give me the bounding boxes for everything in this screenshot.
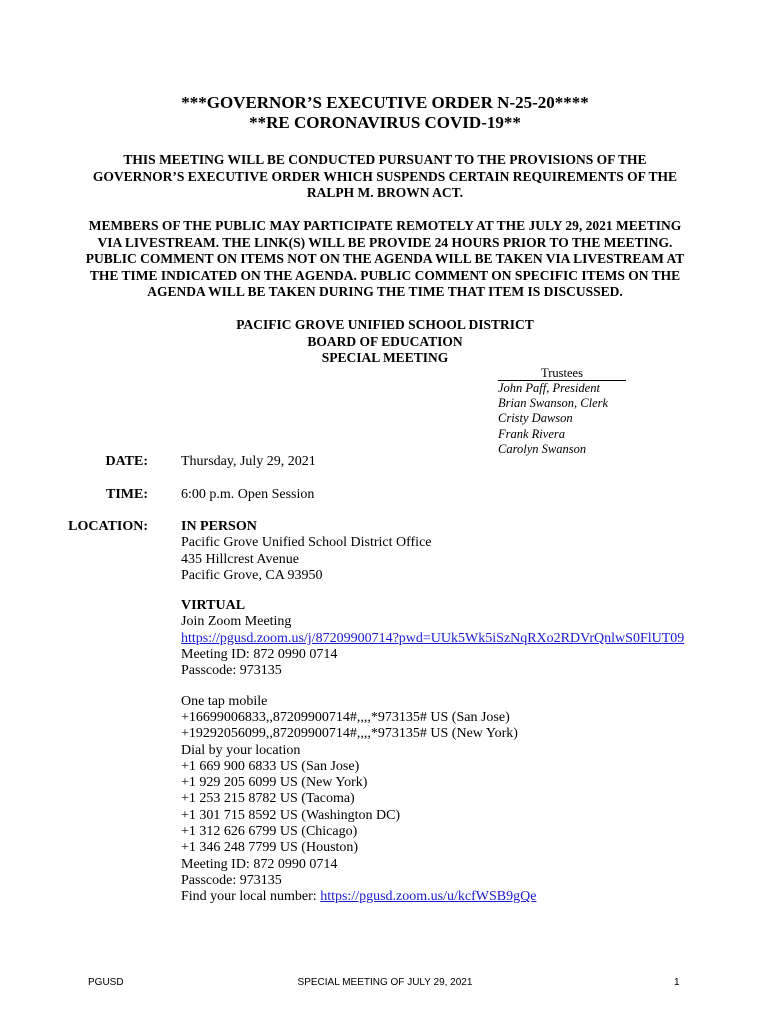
one-tap-number: +16699006833,,87209900714#,,,,*973135# US (San Jose) (181, 709, 510, 725)
trustee-name: Carolyn Swanson (498, 441, 587, 456)
dial-number: +1 669 900 6833 US (San Jose) (181, 758, 360, 774)
notice-line: THIS MEETING WILL BE CONDUCTED PURSUANT TO THE PROVISIONS OF THE (123, 152, 647, 167)
page-number: 1 (674, 977, 680, 988)
notice-line: AGENDA WILL BE TAKEN DURING THE TIME THAT ITEM IS DISCUSSED. (147, 284, 623, 300)
notice-line: MEMBERS OF THE PUBLIC MAY PARTICIPATE REMOTELY AT THE JULY 29, 2021 MEETING (88, 218, 682, 233)
join-zoom-text: Join Zoom Meeting (181, 614, 292, 630)
notice-line: PUBLIC COMMENT ON ITEMS NOT ON THE AGENDA WILL BE TAKEN VIA LIVESTREAM AT (85, 251, 685, 267)
dial-number: +1 301 715 8592 US (Washington DC) (181, 807, 401, 823)
meeting-id-repeat: Meeting ID: 872 0990 0714 (181, 856, 338, 872)
trustee-name: Frank Rivera (498, 426, 565, 441)
passcode: Passcode: 973135 (181, 663, 282, 679)
trustees-list (498, 366, 626, 457)
executive-order-title (0, 93, 770, 133)
address-line: Pacific Grove Unified School District Office (181, 535, 432, 551)
brown-act-notice (60, 152, 710, 202)
title-line-1: ***GOVERNOR’S EXECUTIVE ORDER N-25-20**** (181, 93, 589, 112)
meeting-id: Meeting ID: 872 0990 0714 (181, 647, 338, 663)
trustee-name: John Paff, President (498, 381, 600, 395)
one-tap-number: +19292056099,,87209900714#,,,,*973135# US (New York) (181, 726, 518, 742)
address-line: Pacific Grove, CA 93950 (181, 567, 323, 583)
trustee-name: Cristy Dawson (498, 411, 573, 426)
dial-number: +1 929 205 6099 US (New York) (181, 775, 368, 791)
address-line: 435 Hillcrest Avenue (181, 551, 299, 567)
location-details (181, 519, 684, 906)
one-tap-heading: One tap mobile (181, 693, 268, 709)
time-label: TIME: (106, 487, 148, 502)
notice-line: RALPH M. BROWN ACT. (306, 185, 464, 201)
date-label: DATE: (105, 454, 148, 469)
dial-number: +1 312 626 6799 US (Chicago) (181, 824, 358, 840)
dial-number: +1 346 248 7799 US (Houston) (181, 840, 359, 856)
zoom-meeting-link[interactable]: https://pgusd.zoom.us/j/87209900714?pwd=UUk5Wk5iSzNqRXo2RDVrQnlwS0FlUT09 (181, 630, 685, 646)
district-name: PACIFIC GROVE UNIFIED SCHOOL DISTRICT (236, 317, 534, 332)
dial-number: +1 253 215 8782 US (Tacoma) (181, 791, 355, 807)
footer-meeting-title: SPECIAL MEETING OF JULY 29, 2021 (297, 977, 473, 988)
title-line-2: **RE CORONAVIRUS COVID-19** (249, 113, 521, 132)
virtual-heading: VIRTUAL (181, 598, 246, 614)
footer-district-abbrev: PGUSD (88, 977, 124, 988)
local-number-link[interactable]: https://pgusd.zoom.us/u/kcfWSB9gQe (320, 889, 537, 905)
trustees-heading: Trustees (498, 366, 626, 381)
trustee-name: Brian Swanson, Clerk (498, 396, 609, 411)
in-person-heading: IN PERSON (181, 519, 257, 534)
local-number-line (181, 889, 684, 905)
date-value: Thursday, July 29, 2021 (181, 454, 316, 469)
time-value: 6:00 p.m. Open Session (181, 487, 315, 502)
public-participation-notice (60, 218, 710, 301)
passcode-repeat: Passcode: 973135 (181, 872, 282, 888)
organization-heading (0, 317, 770, 367)
dial-heading: Dial by your location (181, 742, 301, 758)
notice-line: GOVERNOR’S EXECUTIVE ORDER WHICH SUSPENDS CERTAIN REQUIREMENTS OF THE (92, 168, 678, 184)
notice-line: THE TIME INDICATED ON THE AGENDA. PUBLIC COMMENT ON SPECIFIC ITEMS ON THE (89, 267, 681, 283)
meeting-type: SPECIAL MEETING (321, 350, 449, 366)
local-number-label: Find your local number: (181, 889, 321, 905)
notice-line: VIA LIVESTREAM. THE LINK(S) WILL BE PROVIDE 24 HOURS PRIOR TO THE MEETING. (97, 234, 673, 250)
location-label: LOCATION: (68, 519, 148, 534)
board-name: BOARD OF EDUCATION (307, 333, 463, 349)
